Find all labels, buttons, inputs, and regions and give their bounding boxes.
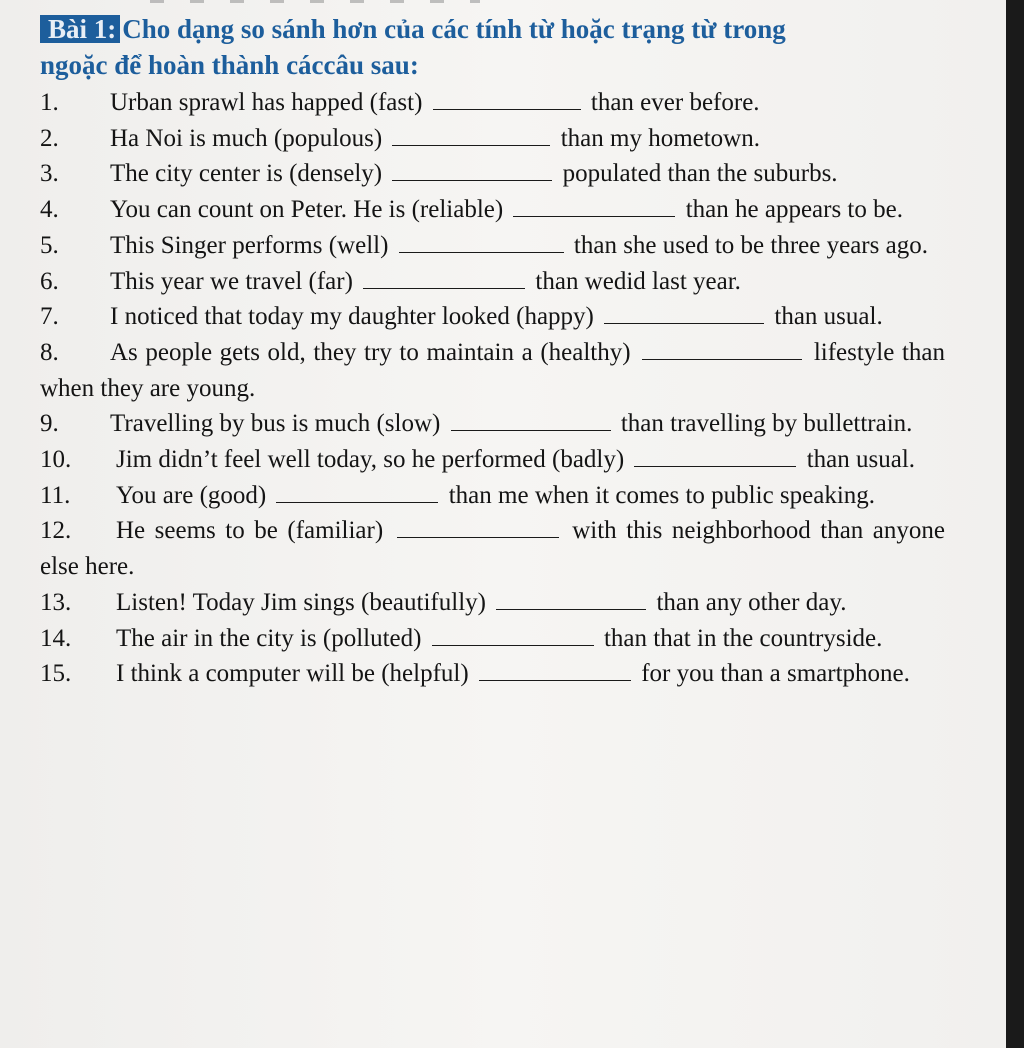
answer-blank: [432, 623, 594, 646]
item-prompt: The city center is (densely): [110, 160, 383, 188]
answer-blank: [604, 301, 764, 324]
item-prompt: The air in the city is (polluted): [116, 624, 422, 652]
exercise-item: [40, 192, 945, 228]
item-number: 9.: [40, 410, 59, 438]
answer-blank: [513, 194, 675, 217]
item-continuation: than travelling by bullettrain.: [620, 410, 913, 438]
answer-blank: [363, 266, 525, 289]
item-continuation: populated than the suburbs.: [562, 160, 838, 188]
item-prompt: Ha Noi is much (populous): [110, 124, 383, 152]
item-number: 6.: [40, 267, 59, 295]
item-prompt: As people gets old, they try to maintain a (healthy): [110, 338, 631, 366]
item-number: 1.: [40, 89, 59, 116]
exercise-item: [40, 621, 945, 657]
answer-blank: [397, 515, 559, 538]
item-prompt: You are (good): [116, 481, 267, 509]
exercise-item: [40, 442, 945, 478]
item-prompt: I noticed that today my daughter looked (happy): [110, 303, 594, 331]
item-continuation: than he appears to be.: [685, 196, 903, 224]
answer-blank: [399, 230, 564, 253]
item-prompt: You can count on Peter. He is (reliable): [110, 196, 504, 224]
exercise-item: [40, 156, 945, 192]
photo-dark-edge: [1006, 0, 1024, 1048]
exercise-item: [40, 656, 945, 692]
top-edge-text-fragment: [150, 0, 480, 3]
exercise-item: [40, 513, 945, 584]
item-number: 13.: [40, 588, 72, 616]
item-number: 12.: [40, 517, 72, 545]
exercise-item: [40, 335, 945, 406]
item-prompt: Travelling by bus is much (slow): [110, 410, 441, 438]
item-continuation: than she used to be three years ago.: [573, 231, 928, 259]
answer-blank: [392, 123, 550, 146]
exercise-item: [40, 406, 945, 442]
exercise-item: [40, 264, 945, 300]
answer-blank: [634, 444, 796, 467]
exercise-heading: [40, 12, 950, 82]
exercise-number-badge: Bài 1:: [40, 15, 120, 43]
item-continuation: than ever before.: [590, 89, 760, 116]
exercise-item: [40, 85, 945, 121]
item-continuation: than any other day.: [656, 588, 847, 616]
item-prompt: This year we travel (far): [110, 267, 353, 295]
item-number: 4.: [40, 196, 59, 224]
item-number: 11.: [40, 481, 71, 509]
exercise-item: [40, 585, 945, 621]
item-prompt: Urban sprawl has happed (fast): [110, 89, 423, 116]
item-number: 10.: [40, 446, 72, 474]
item-number: 3.: [40, 160, 59, 188]
answer-blank: [276, 480, 438, 503]
answer-blank: [433, 87, 581, 110]
item-number: 8.: [40, 338, 59, 366]
item-continuation: than me when it comes to public speaking.: [448, 481, 876, 509]
item-continuation: than that in the countryside.: [603, 624, 883, 652]
item-prompt: Jim didn’t feel well today, so he performed (badly): [116, 446, 625, 474]
item-number: 7.: [40, 303, 59, 331]
exercise-list: [40, 85, 945, 692]
item-continuation: than wedid last year.: [535, 267, 741, 295]
item-number: 5.: [40, 231, 59, 259]
exercise-item: [40, 478, 945, 514]
item-continuation: for you than a smartphone.: [641, 660, 910, 688]
item-prompt: This Singer performs (well): [110, 231, 389, 259]
exercise-item: [40, 299, 945, 335]
heading-line-1: Cho dạng so sánh hơn của các tính từ hoặc trạng từ trong: [122, 14, 786, 44]
item-continuation: than usual.: [806, 446, 916, 474]
item-continuation: than usual.: [774, 303, 883, 331]
item-number: 2.: [40, 124, 59, 152]
item-continuation: with this neighborhood than anyone else here.: [40, 517, 946, 581]
answer-blank: [451, 408, 611, 431]
item-number: 14.: [40, 624, 72, 652]
item-prompt: I think a computer will be (helpful): [116, 660, 469, 688]
exercise-item: [40, 121, 945, 157]
heading-line-2: ngoặc để hoàn thành cáccâu sau:: [40, 50, 419, 80]
item-number: 15.: [40, 660, 72, 688]
answer-blank: [642, 337, 802, 360]
item-prompt: Listen! Today Jim sings (beautifully): [116, 588, 486, 616]
exercise-item: [40, 228, 945, 264]
answer-blank: [392, 158, 552, 181]
item-continuation: than my hometown.: [560, 124, 760, 152]
answer-blank: [496, 587, 646, 610]
answer-blank: [479, 658, 631, 681]
item-prompt: He seems to be (familiar): [116, 517, 384, 545]
item-continuation: lifestyle than when they are young.: [40, 338, 946, 402]
